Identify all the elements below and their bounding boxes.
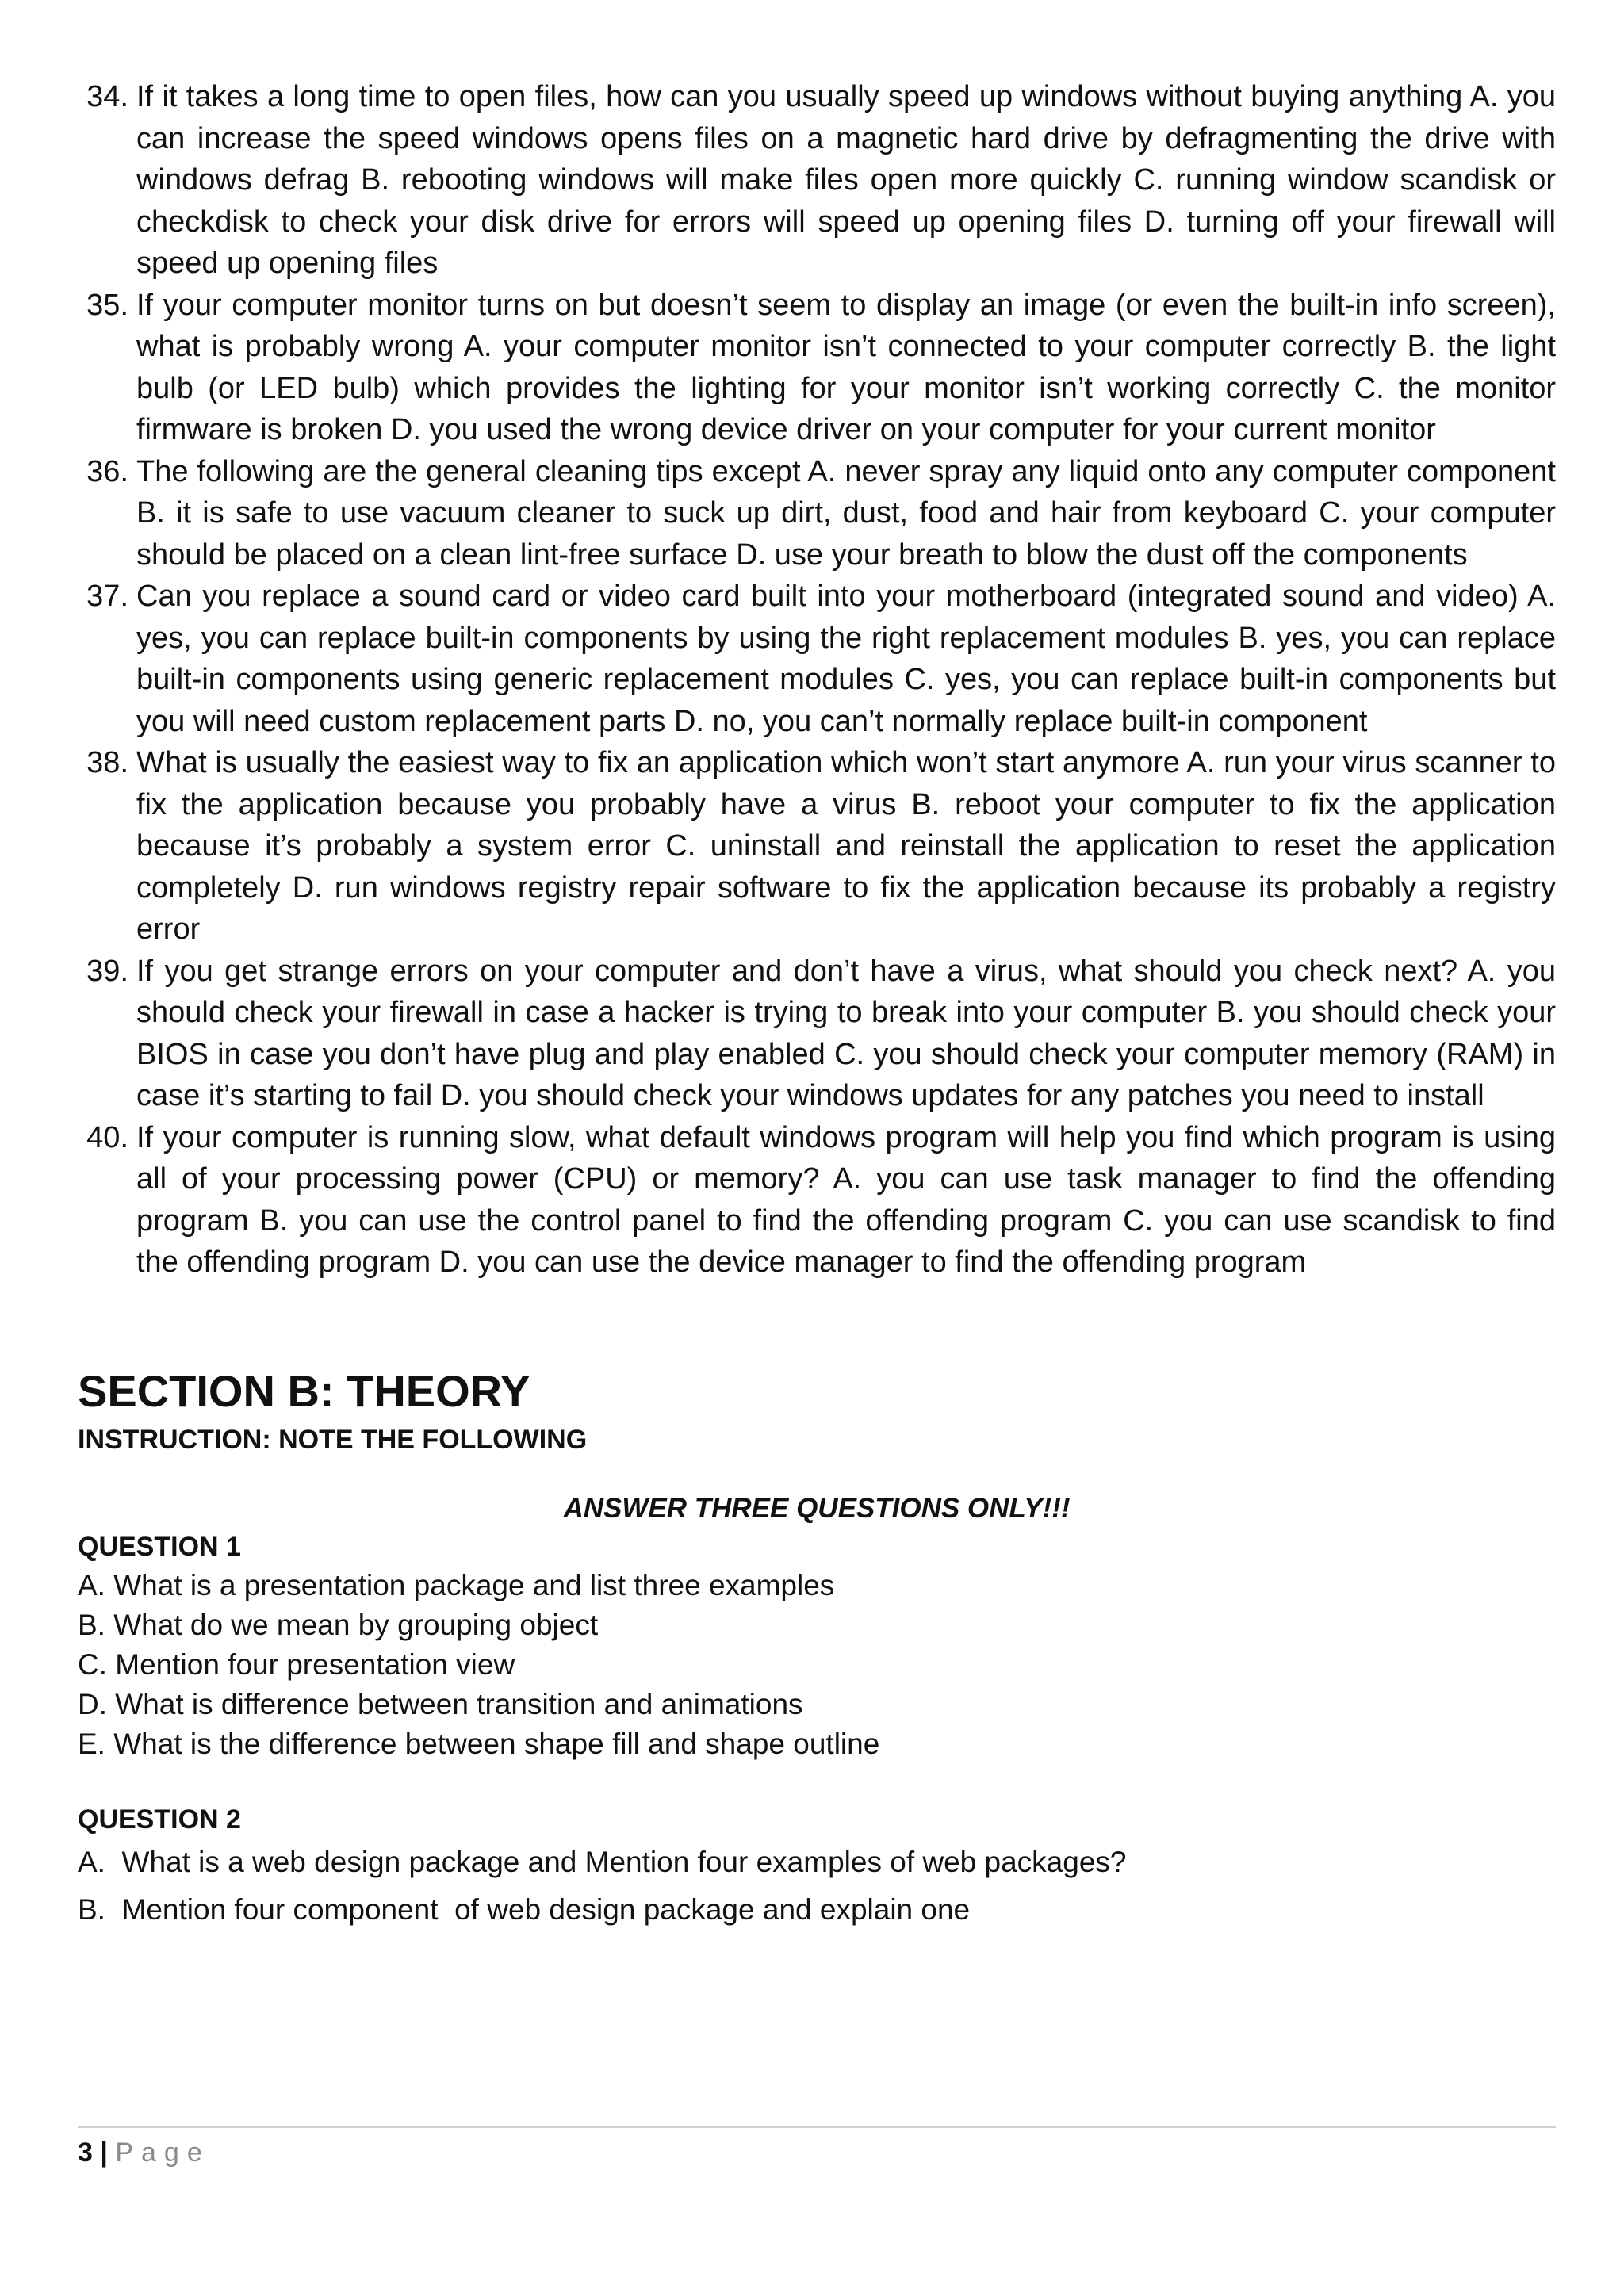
question-item [78, 1117, 1556, 1284]
question-number: 36. [86, 454, 128, 488]
question-number: 40. [86, 1120, 128, 1154]
page-number: 3 [78, 2137, 93, 2168]
question-text: If your computer monitor turns on but doesn’t seem to display an image (or even the built-in info screen), what is probably wrong A. your computer monitor isn’t connected to your computer correctly B. the light bulb (or LED bulb) which provides the lighting for your monitor isn’t working correctly C. the monitor firmware is broken D. you used the wrong device driver on your computer for your current monitor [136, 288, 1556, 446]
footer-text [78, 2134, 1556, 2171]
question-number: 38. [86, 746, 128, 779]
question-item [78, 742, 1556, 951]
question-2-item-b: B. Mention four component of web design package and explain one [78, 1892, 971, 1926]
question-item [78, 285, 1556, 451]
mcq-list [78, 76, 1556, 1284]
question-text: If you get strange errors on your computer and don’t have a virus, what should you check next? A. you should check your firewall in case a hacker is trying to break into your computer B. you should check your BIOS in case you don’t have plug and play enabled C. you should check your computer memory (RAM) in case it’s starting to fail D. you should check your windows updates for any patches you need to install [136, 954, 1556, 1112]
question-item [78, 451, 1556, 576]
question-text: If your computer is running slow, what default windows program will help you find which program is using all of your processing power (CPU) or memory? A. you can use task manager to find the offending program B. you can use the control panel to find the offending program C. you can use scandisk to find the offending program D. you can use the device manager to find the offending program [136, 1120, 1556, 1279]
question-2-heading: QUESTION 2 [78, 1804, 241, 1835]
question-1-item-e: E. What is the difference between shape fill and shape outline [78, 1727, 880, 1760]
question-item [78, 951, 1556, 1117]
question-text: Can you replace a sound card or video card built into your motherboard (integrated sound and video) A. yes, you can replace built-in components by using the right replacement modules B. yes, you can replace built-in components using generic replacement modules C. yes, you can replace built-in components but you will need custom replacement parts D. no, you can’t normally replace built-in component [136, 580, 1556, 738]
page-label: Page [115, 2137, 210, 2168]
question-1-item-c: C. Mention four presentation view [78, 1647, 515, 1681]
question-1-item-b: B. What do we mean by grouping object [78, 1608, 599, 1641]
page-footer [78, 2126, 1556, 2171]
answer-note: ANSWER THREE QUESTIONS ONLY!!! [563, 1492, 1071, 1524]
question-number: 39. [86, 954, 128, 988]
section-title: SECTION B: THEORY [78, 1365, 530, 1416]
question-text: The following are the general cleaning tips except A. never spray any liquid onto any computer component B. it is safe to use vacuum cleaner to suck up dirt, dust, food and hair from keyboard C. your computer should be placed on a clean lint-free surface D. use your breath to blow the dust off the components [136, 454, 1556, 572]
question-text: What is usually the easiest way to fix an application which won’t start anymore A. run your virus scanner to fix the application because you probably have a virus B. reboot your computer to fix the application because it’s probably a system error C. uninstall and reinstall the application to reset the application completely D. run windows registry repair software to fix the application because its probably a registry error [136, 746, 1556, 946]
document-page [78, 76, 1556, 1934]
question-item [78, 576, 1556, 742]
question-number: 35. [86, 288, 128, 322]
question-1-heading: QUESTION 1 [78, 1531, 241, 1562]
question-1-item-a: A. What is a presentation package and list three examples [78, 1568, 835, 1601]
question-2-items [78, 1839, 1556, 1934]
instruction-heading: INSTRUCTION: NOTE THE FOLLOWING [78, 1424, 588, 1455]
question-number: 37. [86, 580, 128, 613]
question-item [78, 76, 1556, 285]
question-number: 34. [86, 80, 128, 113]
footer-divider [78, 2126, 1556, 2128]
question-2-item-a: A. What is a web design package and Mention four examples of web packages? [78, 1845, 1127, 1878]
question-1-items [78, 1566, 1556, 1764]
footer-separator: | [100, 2137, 108, 2168]
question-1-item-d: D. What is difference between transition and animations [78, 1687, 803, 1720]
question-text: If it takes a long time to open files, how can you usually speed up windows without buying anything A. you can increase the speed windows opens files on a magnetic hard drive by defragmenting the drive with windows defrag B. rebooting windows will make files open more quickly C. running window scandisk or checkdisk to check your disk drive for errors will speed up opening files D. turning off your firewall will speed up opening files [136, 80, 1556, 280]
